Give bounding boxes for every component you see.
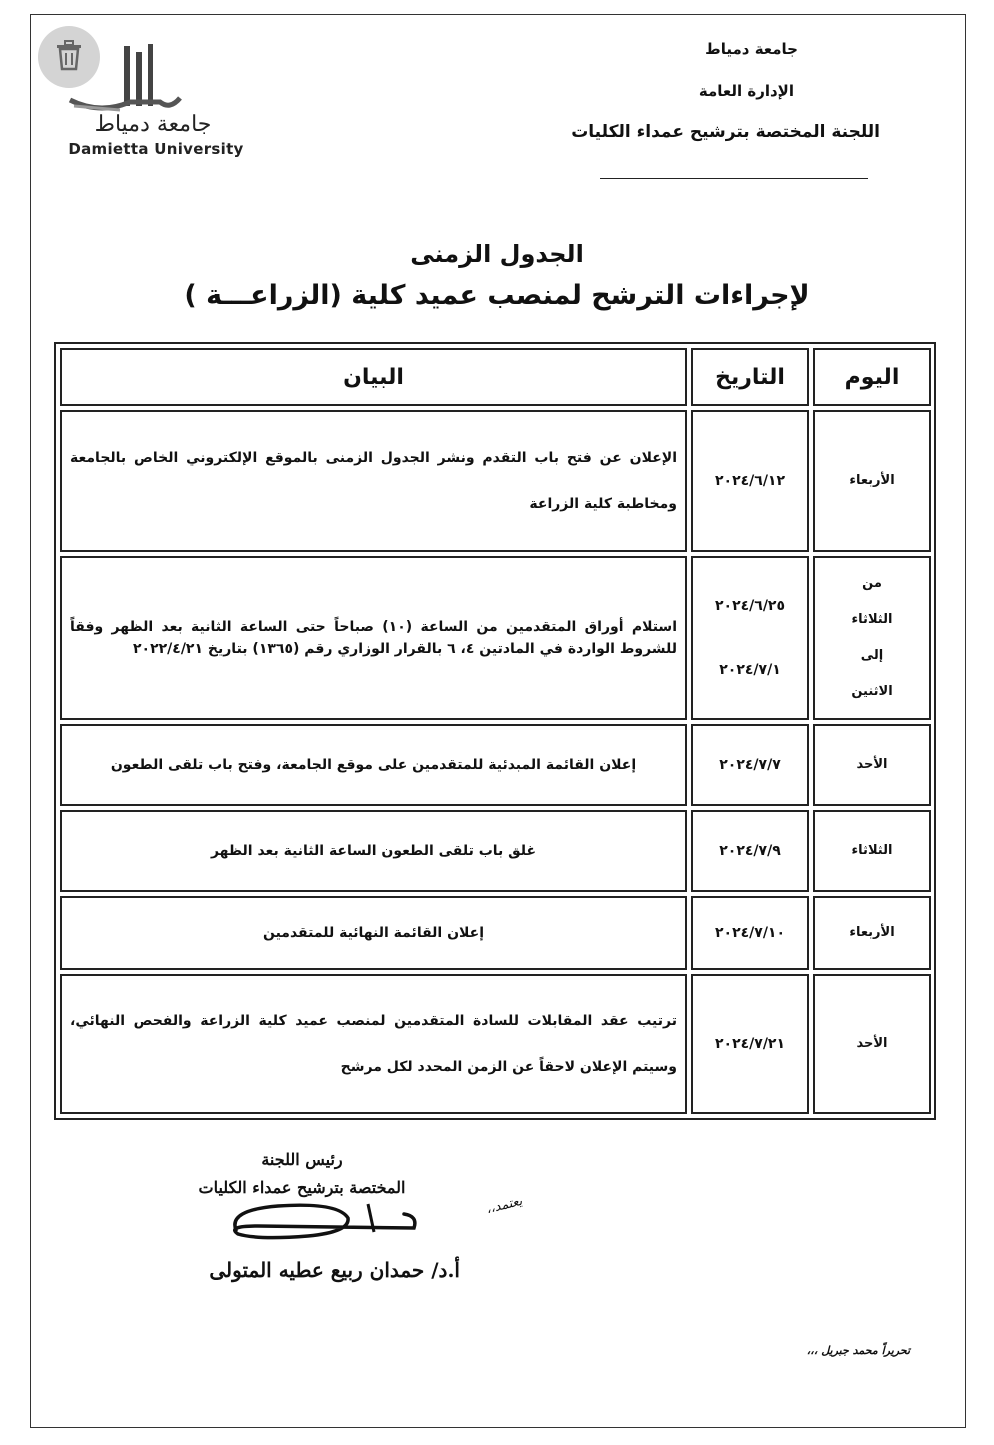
signature-committee: المختصة بترشيح عمداء الكليات — [198, 1178, 406, 1197]
signature-title: رئيس اللجنة — [261, 1150, 343, 1169]
header-date: التاريخ — [691, 348, 809, 406]
table-row-date: ٢٠٢٤/٧/٧ — [691, 724, 809, 806]
table-row-statement: غلق باب تلقى الطعون الساعة الثانية بعد الظهر — [60, 810, 687, 892]
header-administration: الإدارة العامة — [698, 82, 794, 100]
table-row-date: ٢٠٢٤/٧/٩ — [691, 810, 809, 892]
signatory-name: أ.د/ حمدان ربيع عطيه المتولى — [209, 1258, 460, 1282]
written-by-note: تحريراً محمد جبريل ،،، — [806, 1344, 910, 1357]
table-row-day: الأربعاء — [813, 410, 931, 552]
table-row-date: ٢٠٢٤/٦/٢٥ ٢٠٢٤/٧/١ — [691, 556, 809, 720]
logo-english-text: Damietta University — [68, 140, 244, 158]
document-subtitle: لإجراءات الترشح لمنصب عميد كلية (الزراعـــة ) — [184, 280, 810, 311]
table-row-statement: إعلان القائمة النهائية للمتقدمين — [60, 896, 687, 970]
header-divider — [600, 178, 868, 179]
table-row-date: ٢٠٢٤/٧/٢١ — [691, 974, 809, 1114]
table-row-date: ٢٠٢٤/٦/١٢ — [691, 410, 809, 552]
header-university: جامعة دمياط — [705, 40, 798, 58]
document-title: الجدول الزمنى — [410, 240, 584, 268]
table-row-date: ٢٠٢٤/٧/١٠ — [691, 896, 809, 970]
header-committee: اللجنة المختصة بترشيح عمداء الكليات — [571, 122, 880, 142]
table-row-statement: استلام أوراق المتقدمين من الساعة (١٠) صباحاً حتى الساعة الثانية بعد الظهر وفقاً للشروط الواردة في المادتين ٤، ٦ بالقرار الوزاري رقم (١٣٦٥) بتاريخ ٢٠٢٢/٤/٢١ — [60, 556, 687, 720]
table-row-day: الثلاثاء — [813, 810, 931, 892]
header-day: اليوم — [813, 348, 931, 406]
handwritten-signature — [218, 1196, 428, 1252]
table-row-statement: ترتيب عقد المقابلات للسادة المتقدمين لمنصب عميد كلية الزراعة والفحص النهائي، وسيتم الإعلان لاحقاً عن الزمن المحدد لكل مرشح — [60, 974, 687, 1114]
table-row-statement: إعلان القائمة المبدئية للمتقدمين على موقع الجامعة، وفتح باب تلقى الطعون — [60, 724, 687, 806]
table-row-day: من الثلاثاء إلى الاثنين — [813, 556, 931, 720]
table-row-statement: الإعلان عن فتح باب التقدم ونشر الجدول الزمنى بالموقع الإلكتروني الخاص بالجامعة ومخاطبة كلية الزراعة — [60, 410, 687, 552]
logo-arabic-text: جامعة دمياط — [94, 112, 212, 137]
approval-note: يعتمد،، — [484, 1193, 524, 1218]
header-statement: البيان — [60, 348, 687, 406]
table-row-day: الأحد — [813, 724, 931, 806]
table-row-day: الأربعاء — [813, 896, 931, 970]
table-row-day: الأحد — [813, 974, 931, 1114]
